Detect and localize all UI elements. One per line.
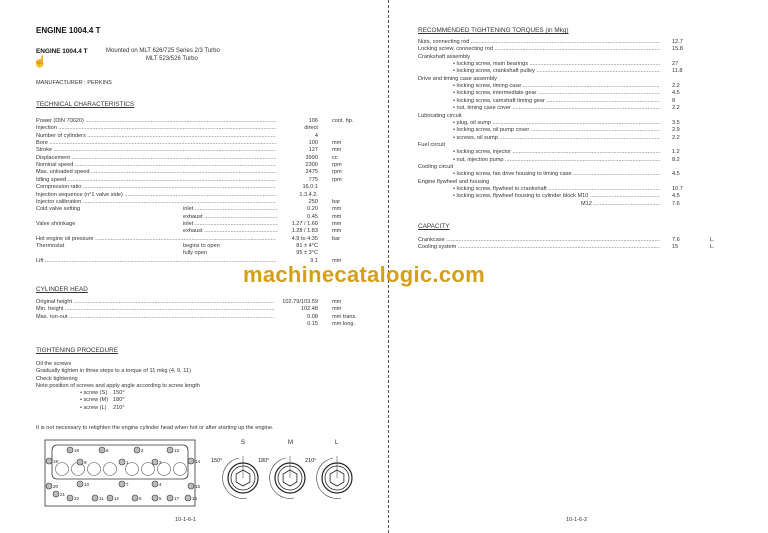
- row-value: 0.15: [307, 320, 318, 327]
- row-value: 9.1: [310, 257, 318, 264]
- table-row: [36, 177, 356, 184]
- bolt-number: 22: [74, 496, 80, 501]
- group-label: Crankshaft assembly: [418, 53, 471, 60]
- table-row: [418, 127, 718, 134]
- table-row: [418, 135, 718, 142]
- row-sublabel: inlet .....: [183, 221, 278, 228]
- dial-angle: 150°: [211, 458, 223, 464]
- row-value: 11.8: [672, 68, 683, 75]
- row-value: 8: [672, 97, 676, 104]
- bolt-icon: [46, 483, 52, 489]
- row-label: Max. run-out .....: [36, 314, 274, 321]
- group-label: Drive and timing case assembly: [418, 75, 497, 82]
- row-value: 7.6: [672, 237, 680, 243]
- cylinder-bore: [142, 463, 155, 476]
- rotation-arrow-icon: [317, 458, 341, 498]
- group-label: Fuel circuit: [418, 141, 446, 148]
- bolt-icon: [167, 495, 173, 501]
- row-label: Nominal speed .....: [36, 162, 276, 169]
- row-unit: rpm: [332, 169, 342, 176]
- angle-dial-s: [211, 440, 258, 498]
- row-value: 1.3.4.2.: [299, 191, 318, 198]
- row-value: 10.7: [672, 186, 683, 192]
- row-value: 3990: [305, 154, 318, 161]
- bolt-number: 10: [84, 482, 90, 487]
- mounted-line-1: Mounted on MLT 626/725 Series 2/3 Turbo: [106, 48, 220, 54]
- table-row: [36, 243, 356, 250]
- row-value: 102.48: [300, 306, 318, 313]
- screw-label: • screw (S): [80, 390, 108, 396]
- row-unit: mm: [332, 213, 342, 220]
- table-row: [36, 199, 356, 206]
- table-row: [418, 113, 718, 120]
- rotation-arrow-icon: [223, 458, 247, 498]
- table-row: [418, 244, 718, 251]
- row-value: 15.8: [672, 46, 683, 53]
- bolt-number: 17: [174, 496, 180, 501]
- angle-dial-m: [258, 440, 305, 498]
- table-row: [418, 142, 718, 149]
- row-label: Cooling system .....: [418, 244, 660, 251]
- bolt-number: 1: [126, 460, 129, 465]
- cylinder-bore: [56, 463, 69, 476]
- row-sublabel: begins to open: [183, 242, 220, 249]
- screw-angle: 210°: [113, 404, 125, 411]
- row-unit: L.: [710, 244, 715, 251]
- bolt-icon: [132, 495, 138, 501]
- procedure-line: Check tightening: [36, 375, 78, 382]
- bolt-number: 4: [159, 482, 162, 487]
- procedure-heading: TIGHTENING PROCEDURE: [36, 347, 119, 354]
- bolt-number: 14: [195, 459, 201, 464]
- row-unit: mm: [332, 299, 342, 305]
- row-value: 2.2: [672, 105, 680, 112]
- table-row: [418, 186, 718, 193]
- bolt-icon: [107, 495, 113, 501]
- row-unit: mm: [332, 140, 342, 147]
- bolt-icon: [185, 495, 191, 501]
- bolt-number: 8: [106, 448, 109, 453]
- table-row: [36, 125, 356, 132]
- table-row: [36, 236, 356, 243]
- row-label: • locking screw, timing case .....: [453, 83, 660, 90]
- table-row: [418, 171, 718, 178]
- screw-item: [80, 405, 160, 412]
- table-row: [418, 193, 718, 200]
- bolt-icon: [77, 481, 83, 487]
- engine-label: ENGINE 1004.4 T: [36, 48, 88, 55]
- cylinder-head-diagram: [40, 436, 370, 511]
- row-label: • nut, injection pump .....: [453, 157, 660, 164]
- page-number-right: 10-1-6-2: [566, 517, 588, 523]
- row-value: 2.2: [672, 134, 680, 141]
- row-unit: rpm: [332, 162, 342, 169]
- dial-letter: S: [241, 440, 246, 446]
- table-row: [418, 105, 718, 112]
- row-label: Lift .....: [36, 258, 276, 265]
- row-label: Number of cylinders .....: [36, 133, 276, 140]
- row-unit: mm: [332, 306, 342, 313]
- page-number-left: 10-1-6-1: [175, 517, 197, 523]
- bolt-icon: [119, 481, 125, 487]
- table-row: [418, 164, 718, 171]
- screw-label: • screw (L): [80, 404, 107, 411]
- dial-letter: L: [335, 440, 339, 446]
- table-row: [36, 155, 356, 162]
- table-row: [418, 179, 718, 186]
- row-value: 27: [672, 61, 679, 68]
- bolt-icon: [53, 491, 59, 497]
- row-value: 4: [314, 132, 318, 139]
- row-value: 12.7: [672, 39, 683, 45]
- row-value: 1.2: [672, 149, 680, 156]
- row-value: 2.2: [672, 83, 680, 90]
- bolt-icon: [67, 495, 73, 501]
- row-label: Injector calibration .....: [36, 199, 276, 206]
- row-value: direct: [304, 125, 318, 132]
- group-label: Engine flywheel and housing: [418, 178, 490, 185]
- bolt-number: 11: [99, 496, 104, 501]
- screw-angle: 150°: [113, 390, 125, 396]
- row-value: 4.5: [672, 171, 680, 178]
- row-label: Hot engine oil pressure .....: [36, 236, 276, 243]
- row-unit: mm: [332, 206, 342, 213]
- table-row: [418, 76, 718, 83]
- table-row: [418, 120, 718, 127]
- table-row: [418, 157, 718, 164]
- row-label: Max. unloaded speed .....: [36, 169, 276, 176]
- row-label: Bore .....: [36, 140, 276, 147]
- bolt-number: 15: [195, 484, 201, 489]
- cylinder-head-heading: CYLINDER HEAD: [36, 286, 88, 293]
- row-value: 81 ± 4°C: [296, 242, 318, 249]
- row-unit: bar: [332, 235, 341, 242]
- row-value: 3.5: [672, 119, 680, 126]
- row-label: • plug, oil sump .....: [453, 120, 660, 127]
- row-label: Displacement .....: [36, 155, 276, 162]
- row-label: • locking screw, fan drive housing to timing case .....: [453, 171, 660, 178]
- bolt-number: 21: [60, 492, 66, 497]
- table-row: [36, 214, 356, 221]
- table-row: [36, 314, 356, 321]
- row-value: 127: [308, 147, 318, 154]
- row-label: Original height .....: [36, 299, 274, 306]
- row-label: • screws, oil sump .....: [453, 135, 660, 142]
- table-row: [418, 98, 718, 105]
- row-unit: mm trans.: [332, 313, 357, 320]
- table-row: [36, 162, 356, 169]
- bolt-number: 20: [53, 484, 59, 489]
- row-unit: mm: [332, 228, 342, 235]
- dial-angle: 210°: [305, 458, 317, 464]
- row-label: Power (DIN 70020) .....: [36, 118, 276, 125]
- screw-label: • screw (M): [80, 397, 109, 404]
- rotation-arrow-icon: [270, 458, 294, 498]
- row-unit: bar: [332, 198, 341, 205]
- row-unit: mm: [332, 257, 342, 264]
- row-value: 4.9 to 4.35: [291, 235, 318, 242]
- dial-angle: 180°: [258, 458, 270, 464]
- row-value: 775: [308, 176, 318, 183]
- hand-pointer-icon: ☝: [33, 56, 47, 68]
- capacity-heading: CAPACITY: [418, 223, 450, 230]
- row-label: • locking screw, camshaft timing gear .....: [453, 98, 660, 105]
- table-row: [36, 299, 356, 306]
- row-value: 4.5: [672, 193, 680, 200]
- bolt-icon: [67, 447, 73, 453]
- row-label: Valve shrinkage: [36, 220, 76, 227]
- row-label: Idling speed .....: [36, 177, 276, 184]
- row-label: Locking screw, connecting rod .....: [418, 46, 660, 53]
- row-value: 95 ± 3°C: [296, 250, 318, 257]
- row-unit: mm: [332, 147, 342, 154]
- table-row: [36, 192, 356, 199]
- row-label: Min. height .....: [36, 306, 274, 313]
- row-value: 0.45: [307, 213, 318, 220]
- bolt-number: 3: [159, 460, 162, 465]
- screw-item: [80, 397, 160, 404]
- bolt-icon: [134, 447, 140, 453]
- row-value: 0.20: [307, 206, 318, 213]
- row-value: 102.79/103.59: [282, 299, 318, 305]
- table-row: [36, 184, 356, 191]
- row-label: • locking screw, oil pump cover .....: [453, 127, 660, 134]
- table-row: [36, 206, 356, 213]
- angle-dial-l: [305, 440, 352, 498]
- row-label: • locking screw, crankshaft pulley .....: [453, 68, 660, 75]
- bolt-icon: [99, 447, 105, 453]
- table-row: [418, 90, 718, 97]
- table-row: [36, 118, 356, 125]
- table-row: [36, 306, 356, 313]
- row-label: Crankcase .....: [418, 237, 660, 244]
- procedure-line: Note position of screws and apply angle according to screw length: [36, 382, 200, 389]
- bolt-number: 6: [139, 496, 142, 501]
- bolt-number: 5: [159, 496, 162, 501]
- row-label: Injection .....: [36, 125, 276, 132]
- mounted-line-2: MLT 523/526 Turbo: [146, 56, 198, 62]
- bolt-number: 12: [114, 496, 120, 501]
- table-row: [418, 83, 718, 90]
- bolt-number: 18: [74, 448, 80, 453]
- row-sublabel: exhaust .....: [183, 228, 278, 235]
- row-value: 1.28 / 1.83: [291, 228, 318, 235]
- table-row: [418, 46, 718, 53]
- screw-angle: 180°: [113, 397, 125, 404]
- row-value: 106: [308, 118, 318, 124]
- table-row: [36, 140, 356, 147]
- table-row: [36, 228, 356, 235]
- bolt-icon: [152, 481, 158, 487]
- manufacturer: MANUFACTURER : PERKINS: [36, 80, 112, 86]
- bolt-number: 2: [141, 448, 144, 453]
- row-label: • locking screw, flywheel to crankshaft .....: [453, 186, 660, 193]
- bolt-icon: [152, 495, 158, 501]
- row-unit: L.: [710, 237, 715, 243]
- table-row: [418, 149, 718, 156]
- row-unit: cont. hp.: [332, 118, 354, 124]
- row-value: 250: [308, 198, 318, 205]
- bolt-icon: [188, 458, 194, 464]
- bolt-icon: [119, 459, 125, 465]
- table-row: [418, 54, 718, 61]
- row-unit: cc: [332, 154, 338, 161]
- row-label: Compression ratio .....: [36, 184, 276, 191]
- row-value: 4.5: [672, 90, 680, 97]
- row-value: 0.08: [307, 313, 318, 320]
- row-label: • locking screw, injector .....: [453, 149, 660, 156]
- bolt-number: 19: [53, 459, 59, 464]
- bolt-icon: [92, 495, 98, 501]
- row-unit: rpm: [332, 176, 342, 183]
- procedure-note: It is not necessary to retighten the engine cylinder head when hot or after starting up the engine.: [36, 425, 274, 431]
- row-label: Cold valve setting: [36, 206, 81, 213]
- table-row: [418, 61, 718, 68]
- page-title: ENGINE 1004.4 T: [36, 26, 101, 35]
- row-value: 2300: [305, 162, 318, 169]
- table-row: [36, 147, 356, 154]
- row-label: Injection sequence (n°1 valve side) .....: [36, 192, 276, 199]
- bolt-number: 16: [192, 496, 198, 501]
- row-value: 2475: [305, 169, 318, 176]
- procedure-line: Oil the screws: [36, 361, 72, 367]
- table-row: [36, 133, 356, 140]
- cylinder-bore: [104, 463, 117, 476]
- technical-heading: TECHNICAL CHARACTERISTICS: [36, 101, 135, 108]
- table-row: [418, 68, 718, 75]
- row-value: 1.27 / 1.60: [291, 220, 318, 227]
- bolt-number: 13: [174, 448, 180, 453]
- bolt-icon: [167, 447, 173, 453]
- row-label: • locking screw, main bearings .....: [453, 61, 660, 68]
- bolt-number: 7: [126, 482, 129, 487]
- row-sublabel: fully open: [183, 250, 207, 257]
- group-label: Cooling circuit: [418, 163, 454, 170]
- cylinder-bore: [174, 463, 187, 476]
- table-row: [418, 201, 718, 208]
- row-label: Thermostat: [36, 242, 65, 249]
- bolt-icon: [152, 459, 158, 465]
- row-unit: mm long.: [332, 320, 356, 327]
- row-value: 15: [672, 244, 679, 251]
- row-label: Stroke .....: [36, 147, 276, 154]
- cylinder-bore: [88, 463, 101, 476]
- table-row: [36, 221, 356, 228]
- group-label: Lubricating circuit: [418, 112, 462, 119]
- row-sublabel: exhaust .....: [183, 214, 278, 221]
- bolt-icon: [46, 458, 52, 464]
- row-label: Nuts, connecting rod .....: [418, 39, 660, 46]
- table-row: [36, 250, 356, 257]
- table-row: [36, 169, 356, 176]
- row-label: M12 .....: [581, 201, 660, 208]
- row-value: 8.2: [672, 156, 680, 163]
- table-row: [418, 237, 718, 244]
- row-label: • nut, timing case cover .....: [453, 105, 660, 112]
- bolt-number: 9: [84, 460, 87, 465]
- row-sublabel: inlet .....: [183, 206, 278, 213]
- watermark: machinecatalogic.com: [243, 262, 485, 287]
- dial-letter: M: [288, 440, 293, 446]
- bolt-icon: [188, 483, 194, 489]
- bolt-icon: [77, 459, 83, 465]
- procedure-line: Gradually tighten in three steps to a torque of 11 mkg (4, 9, 11): [36, 368, 191, 375]
- table-row: [36, 321, 356, 328]
- row-label: • locking screw, intermediate gear .....: [453, 90, 660, 97]
- row-value: 7.6: [672, 200, 680, 207]
- row-value: 100: [308, 140, 318, 147]
- torque-heading: RECOMMENDED TIGHTENING TORQUES (in Mkg): [418, 27, 569, 34]
- table-row: [418, 39, 718, 46]
- row-value: 2.9: [672, 127, 680, 134]
- row-label: • locking screw, flywheel housing to cylinder block M10 .....: [453, 193, 660, 200]
- row-value: 16.0:1: [302, 184, 318, 191]
- screw-item: [80, 390, 160, 397]
- row-unit: mm: [332, 220, 342, 227]
